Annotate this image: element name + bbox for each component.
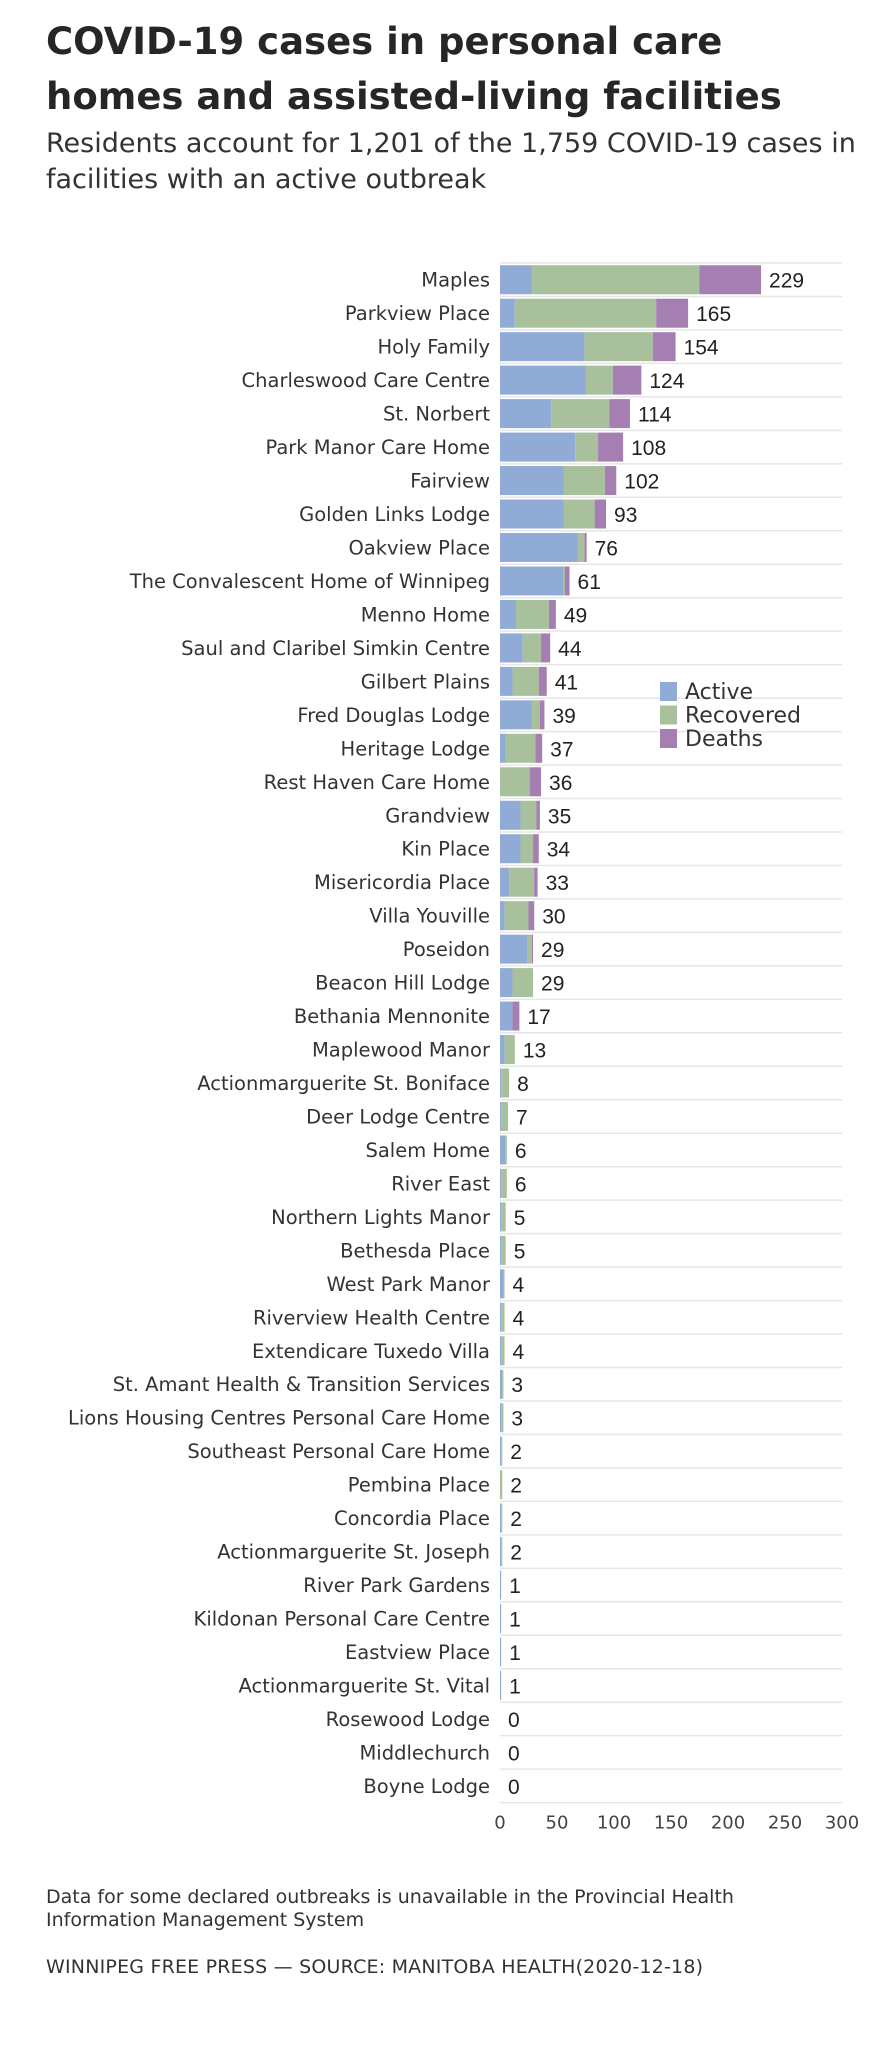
bar-segment-deaths — [549, 600, 556, 629]
bar-segment-recovered — [500, 1470, 502, 1499]
bar-segment-deaths — [653, 332, 676, 361]
bar-segment-deaths — [598, 433, 623, 462]
bar-segment-active — [500, 1504, 501, 1533]
bar-segment-active — [500, 1336, 501, 1365]
total-value-label: 1 — [509, 1575, 521, 1599]
category-label: Grandview — [385, 804, 490, 828]
category-label: Eastview Place — [344, 1641, 490, 1665]
total-value-label: 39 — [552, 704, 576, 728]
bar-segment-active — [500, 1002, 513, 1031]
total-value-label: 4 — [512, 1273, 525, 1297]
total-value-label: 34 — [546, 838, 571, 862]
total-value-label: 7 — [515, 1106, 528, 1130]
bar-segment-deaths — [605, 466, 616, 495]
total-value-label: 93 — [614, 504, 638, 528]
bar-segment-active — [500, 935, 527, 964]
bar-segment-recovered — [505, 1035, 515, 1064]
category-label: Park Manor Care Home — [265, 436, 490, 460]
bar-segment-recovered — [505, 901, 529, 930]
x-tick-label: 300 — [824, 1812, 860, 1834]
bar-segment-recovered — [501, 1437, 502, 1466]
bar-segment-active — [500, 1403, 501, 1432]
total-value-label: 3 — [511, 1374, 524, 1398]
category-label: Northern Lights Manor — [271, 1205, 490, 1229]
total-value-label: 61 — [577, 570, 601, 594]
bar-segment-recovered — [506, 734, 536, 763]
category-label: Kin Place — [401, 837, 490, 861]
category-label: River East — [391, 1172, 490, 1196]
category-label: Bethania Mennonite — [293, 1005, 490, 1029]
bar-segment-deaths — [700, 265, 762, 294]
category-label: Actionmarguerite St. Boniface — [197, 1072, 490, 1096]
bar-segment-deaths — [534, 868, 537, 897]
legend-swatch-deaths — [660, 729, 677, 748]
total-value-label: 108 — [631, 437, 667, 461]
bar-segment-active — [500, 399, 551, 428]
bar-segment-recovered — [501, 1403, 503, 1432]
bar-segment-deaths — [513, 1002, 520, 1031]
x-tick-label: 0 — [494, 1812, 506, 1834]
total-value-label: 3 — [511, 1407, 524, 1431]
category-label: Actionmarguerite St. Joseph — [217, 1540, 490, 1564]
bar-segment-recovered — [551, 399, 609, 428]
category-label: West Park Manor — [326, 1272, 490, 1296]
category-label: The Convalescent Home of Winnipeg — [129, 569, 490, 593]
footnote: Data for some declared outbreaks is unavailable in the Provincial Health Information Management System — [46, 1886, 734, 1931]
total-value-label: 2 — [510, 1441, 522, 1465]
bar-segment-active — [500, 466, 564, 495]
total-value-label: 35 — [547, 805, 572, 829]
category-label: Charleswood Care Centre — [241, 369, 490, 393]
bar-segment-active — [500, 1202, 501, 1231]
category-label: Boyne Lodge — [363, 1774, 490, 1798]
category-label: Rest Haven Care Home — [263, 770, 490, 794]
bar-segment-recovered — [503, 1269, 504, 1298]
bar-segment-recovered — [502, 1370, 503, 1399]
total-value-label: 1 — [509, 1608, 521, 1632]
bar-segment-deaths — [529, 901, 535, 930]
bar-segment-active — [500, 332, 584, 361]
bar-segment-recovered — [564, 466, 605, 495]
bar-segment-active — [500, 1303, 501, 1332]
bar-segment-active — [500, 901, 505, 930]
total-value-label: 6 — [514, 1173, 527, 1197]
x-tick-label: 50 — [545, 1812, 569, 1834]
bar-segment-active — [500, 500, 564, 529]
chart-subtitle: Residents account for 1,201 of the 1,759 COVID-19 cases in facilities with an active outbreak — [46, 128, 856, 195]
total-value-label: 4 — [512, 1307, 525, 1331]
total-value-label: 5 — [513, 1240, 526, 1264]
bar-segment-active — [500, 299, 515, 328]
category-label: Rosewood Lodge — [325, 1707, 490, 1731]
category-label: Maplewood Manor — [311, 1038, 490, 1062]
category-label: Pembina Place — [347, 1473, 490, 1497]
bar-segment-active — [500, 1269, 503, 1298]
total-value-label: 0 — [508, 1775, 520, 1799]
total-value-label: 4 — [512, 1340, 525, 1364]
bar-segment-deaths — [540, 700, 545, 729]
bar-segment-active — [500, 1135, 506, 1164]
bar-segment-deaths — [609, 399, 630, 428]
total-value-label: 6 — [514, 1139, 527, 1163]
bar-segment-recovered — [501, 1537, 502, 1566]
bar-segment-recovered — [578, 533, 585, 562]
bar-segment-recovered — [515, 299, 656, 328]
bar-segment-recovered — [575, 433, 598, 462]
bar-segment-recovered — [564, 500, 595, 529]
total-value-label: 165 — [696, 303, 732, 327]
total-value-label: 30 — [542, 905, 566, 929]
category-label: Oakview Place — [348, 536, 490, 560]
bar-segment-active — [500, 533, 578, 562]
bar-segment-recovered — [532, 265, 700, 294]
total-value-label: 154 — [683, 336, 719, 360]
category-label: Riverview Health Centre — [252, 1306, 490, 1330]
source-credit: WINNIPEG FREE PRESS — SOURCE: MANITOBA HEALTH(2020-12-18) — [46, 1956, 704, 1978]
bar-segment-active — [500, 566, 564, 595]
bar-segment-active — [500, 1102, 501, 1131]
category-label: Menno Home — [360, 603, 490, 627]
bar-segment-deaths — [539, 667, 547, 696]
bar-segment-active — [500, 1537, 501, 1566]
bar-segment-deaths — [595, 500, 606, 529]
legend-label-recovered: Recovered — [685, 703, 802, 729]
total-value-label: 41 — [554, 671, 579, 695]
bar-segment-recovered — [521, 834, 534, 863]
category-label: Parkview Place — [344, 302, 490, 326]
bar-segment-active — [500, 968, 513, 997]
category-label: Bethesda Place — [340, 1239, 490, 1263]
total-value-label: 5 — [513, 1206, 526, 1230]
bar-segment-deaths — [656, 299, 688, 328]
bar-segment-recovered — [509, 868, 534, 897]
category-label: Middlechurch — [359, 1741, 490, 1765]
legend-label-active: Active — [685, 680, 754, 705]
bar-segment-active — [500, 868, 509, 897]
total-value-label: 2 — [510, 1474, 522, 1498]
total-value-label: 29 — [541, 939, 565, 963]
bar-segment-recovered — [532, 700, 540, 729]
legend-swatch-active — [660, 682, 677, 701]
bar-segment-active — [500, 1035, 505, 1064]
category-label: Concordia Place — [333, 1507, 490, 1531]
bar-segment-active — [500, 433, 575, 462]
bar-segment-deaths — [535, 734, 542, 763]
category-label: Gilbert Plains — [360, 670, 490, 694]
bar-segment-recovered — [564, 566, 565, 595]
total-value-label: 37 — [550, 738, 574, 762]
bar-segment-recovered — [501, 1202, 506, 1231]
bar-segment-recovered — [521, 801, 537, 830]
bar-segment-recovered — [527, 935, 532, 964]
total-value-label: 36 — [549, 771, 573, 795]
bar-segment-active — [500, 1638, 501, 1667]
category-label: Fred Douglas Lodge — [297, 703, 490, 727]
total-value-label: 2 — [510, 1541, 522, 1565]
total-value-label: 33 — [545, 872, 569, 896]
total-value-label: 229 — [769, 269, 805, 293]
category-label: Misericordia Place — [314, 871, 490, 895]
stacked-bar-chart — [0, 250, 878, 1834]
total-value-label: 13 — [522, 1039, 547, 1063]
category-label: River Park Gardens — [303, 1574, 490, 1598]
bar-segment-deaths — [541, 633, 550, 662]
legend-label-deaths: Deaths — [685, 727, 763, 752]
bar-segment-active — [500, 1671, 501, 1700]
bar-segment-active — [500, 700, 532, 729]
category-label: Kildonan Personal Care Centre — [193, 1607, 490, 1631]
bar-segment-active — [500, 1169, 501, 1198]
category-label: Golden Links Lodge — [299, 503, 490, 527]
bar-segment-active — [500, 600, 516, 629]
total-value-label: 29 — [541, 972, 565, 996]
x-tick-label: 200 — [710, 1812, 746, 1834]
total-value-label: 1 — [509, 1642, 521, 1666]
chart-title: COVID-19 cases in personal care homes and assisted-living facilities — [46, 20, 782, 118]
bar-segment-deaths — [536, 801, 539, 830]
category-label: Deer Lodge Centre — [306, 1105, 490, 1129]
bar-segment-active — [500, 633, 523, 662]
total-value-label: 0 — [508, 1742, 520, 1766]
category-label: Poseidon — [402, 938, 490, 962]
bar-segment-recovered — [501, 1504, 502, 1533]
total-value-label: 17 — [527, 1006, 551, 1030]
bar-segment-active — [500, 801, 521, 830]
total-value-label: 8 — [517, 1073, 529, 1097]
bar-segment-recovered — [500, 767, 530, 796]
bar-segment-active — [500, 1571, 501, 1600]
category-label: St. Amant Health & Transition Services — [112, 1373, 490, 1397]
bar-segment-recovered — [501, 1303, 504, 1332]
bar-segment-recovered — [501, 1069, 509, 1098]
category-label: Lions Housing Centres Personal Care Home — [68, 1406, 490, 1430]
bar-segment-active — [500, 1069, 501, 1098]
x-tick-label: 100 — [596, 1812, 632, 1834]
category-label: Fairview — [410, 469, 490, 493]
total-value-label: 1 — [509, 1675, 521, 1699]
bar-segment-active — [500, 366, 586, 395]
bar-segment-deaths — [613, 366, 642, 395]
bar-segment-recovered — [513, 968, 534, 997]
bar-segment-recovered — [513, 667, 539, 696]
bar-segment-recovered — [584, 332, 652, 361]
bar-segment-deaths — [532, 935, 533, 964]
category-label: Southeast Personal Care Home — [187, 1440, 490, 1464]
bar-segment-deaths — [565, 566, 570, 595]
category-label: Saul and Claribel Simkin Centre — [181, 636, 490, 660]
category-label: St. Norbert — [383, 402, 490, 426]
x-tick-label: 150 — [653, 1812, 689, 1834]
bar-segment-active — [500, 1236, 501, 1265]
category-label: Salem Home — [365, 1138, 490, 1162]
category-label: Beacon Hill Lodge — [315, 971, 490, 995]
bar-segment-recovered — [506, 1135, 507, 1164]
bar-segment-active — [500, 1604, 501, 1633]
total-value-label: 44 — [558, 637, 582, 661]
bar-segment-active — [500, 1437, 501, 1466]
total-value-label: 114 — [637, 403, 672, 427]
bar-segment-recovered — [523, 633, 541, 662]
category-label: Actionmarguerite St. Vital — [238, 1674, 490, 1698]
legend-swatch-recovered — [660, 706, 677, 725]
category-label: Extendicare Tuxedo Villa — [252, 1339, 490, 1363]
bar-segment-deaths — [584, 533, 586, 562]
total-value-label: 76 — [594, 537, 618, 561]
bar-segment-recovered — [501, 1169, 507, 1198]
total-value-label: 102 — [624, 470, 660, 494]
category-label: Holy Family — [377, 335, 490, 359]
category-label: Villa Youville — [369, 904, 490, 928]
total-value-label: 124 — [649, 370, 685, 394]
total-value-label: 0 — [508, 1708, 520, 1732]
bar-segment-deaths — [530, 767, 541, 796]
total-value-label: 2 — [510, 1508, 522, 1532]
bar-segment-active — [500, 667, 513, 696]
bar-segment-active — [500, 1370, 502, 1399]
category-label: Maples — [421, 268, 490, 292]
bar-segment-active — [500, 265, 532, 294]
bar-segment-recovered — [516, 600, 549, 629]
bar-segment-recovered — [586, 366, 613, 395]
bar-segment-active — [500, 734, 506, 763]
bar-segment-active — [500, 834, 521, 863]
total-value-label: 49 — [563, 604, 588, 628]
category-label: Heritage Lodge — [340, 737, 490, 761]
bar-segment-deaths — [533, 834, 539, 863]
x-tick-label: 250 — [767, 1812, 803, 1834]
bar-segment-recovered — [501, 1236, 506, 1265]
bar-segment-recovered — [501, 1336, 504, 1365]
bar-segment-recovered — [501, 1102, 508, 1131]
